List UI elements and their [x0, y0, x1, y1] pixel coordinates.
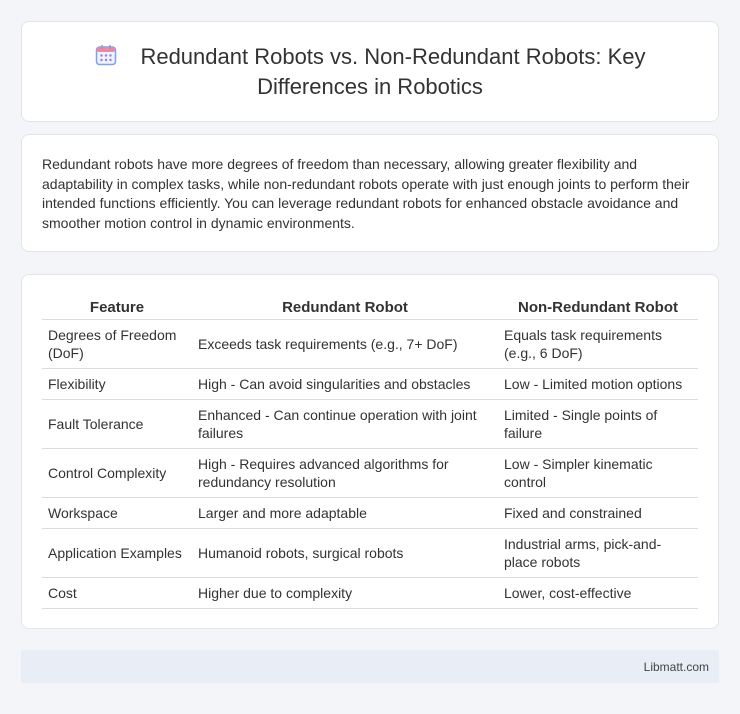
table-row: [42, 319, 698, 368]
feature-cell: Workspace: [42, 497, 192, 528]
intro-card: [21, 134, 719, 252]
page-title: [62, 42, 678, 102]
redundant-cell: Higher due to complexity: [192, 577, 498, 608]
comparison-card: [21, 274, 719, 629]
non-redundant-cell: Equals task requirements (e.g., 6 DoF): [498, 319, 698, 368]
table-row: [42, 399, 698, 448]
redundant-cell: High - Can avoid singularities and obstacles: [192, 368, 498, 399]
header-redundant: Redundant Robot: [192, 295, 498, 319]
non-redundant-cell: Fixed and constrained: [498, 497, 698, 528]
feature-cell: Degrees of Freedom (DoF): [42, 319, 192, 368]
non-redundant-cell: Low - Simpler kinematic control: [498, 448, 698, 497]
redundant-cell: High - Requires advanced algorithms for redundancy resolution: [192, 448, 498, 497]
intro-paragraph: Redundant robots have more degrees of freedom than necessary, allowing greater flexibility and adaptability in complex tasks, while non-redundant robots operate with just enough joints to perform their intended functions efficiently. You can leverage redundant robots for enhanced obstacle avoidance and smoother motion control in dynamic environments.: [42, 156, 690, 231]
footer-brand: Libmatt.com: [643, 659, 709, 674]
feature-cell: Fault Tolerance: [42, 399, 192, 448]
non-redundant-cell: Lower, cost-effective: [498, 577, 698, 608]
table-row: [42, 497, 698, 528]
non-redundant-cell: Industrial arms, pick-and-place robots: [498, 528, 698, 577]
redundant-cell: Humanoid robots, surgical robots: [192, 528, 498, 577]
non-redundant-cell: Low - Limited motion options: [498, 368, 698, 399]
table-row: [42, 528, 698, 577]
table-row: [42, 577, 698, 608]
table-header-row: [42, 295, 698, 319]
footer-bar: [21, 650, 719, 683]
redundant-cell: Larger and more adaptable: [192, 497, 498, 528]
feature-cell: Cost: [42, 577, 192, 608]
non-redundant-cell: Limited - Single points of failure: [498, 399, 698, 448]
feature-cell: Flexibility: [42, 368, 192, 399]
redundant-cell: Exceeds task requirements (e.g., 7+ DoF): [192, 319, 498, 368]
feature-cell: Control Complexity: [42, 448, 192, 497]
table-row: [42, 448, 698, 497]
table-row: [42, 368, 698, 399]
feature-cell: Application Examples: [42, 528, 192, 577]
title-card: [21, 21, 719, 122]
header-feature: Feature: [42, 295, 192, 319]
redundant-cell: Enhanced - Can continue operation with joint failures: [192, 399, 498, 448]
page-title-text: Redundant Robots vs. Non-Redundant Robots: Key Differences in Robotics: [140, 43, 646, 99]
header-non-redundant: Non-Redundant Robot: [498, 295, 698, 319]
calendar-icon: [94, 43, 118, 67]
comparison-table: [42, 295, 698, 609]
